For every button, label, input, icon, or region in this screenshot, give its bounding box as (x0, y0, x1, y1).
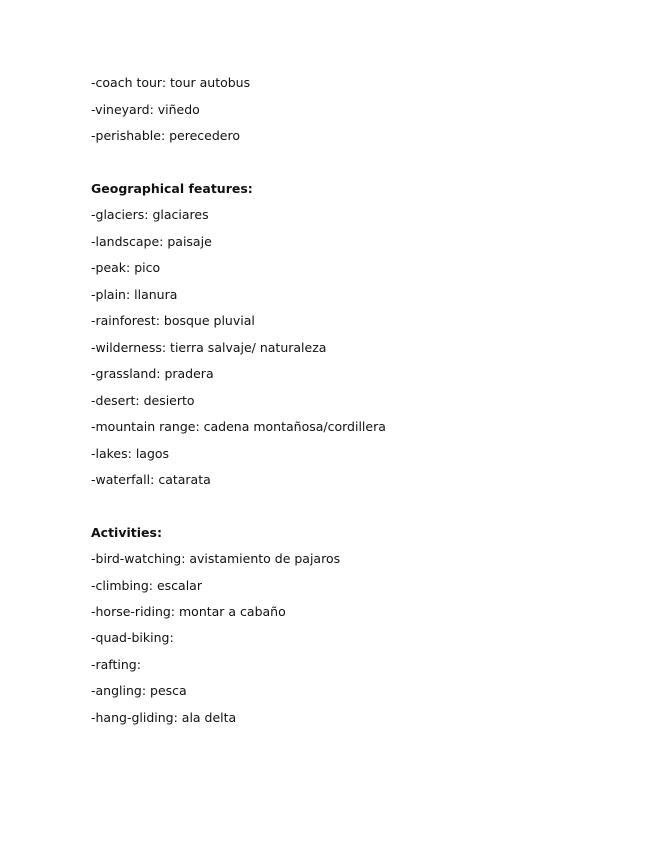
vocab-item-glaciers: -glaciers: glaciares (91, 207, 209, 222)
vocab-item-coach-tour: -coach tour: tour autobus (91, 75, 251, 90)
vocab-item-bird-watching: -bird-watching: avistamiento de pajaros (91, 551, 341, 566)
vocab-item-perishable: -perishable: perecedero (91, 128, 241, 143)
vocab-item-waterfall: -waterfall: catarata (91, 472, 211, 487)
vocab-item-quad-biking: -quad-biking: (91, 630, 174, 645)
vocab-item-landscape: -landscape: paisaje (91, 234, 212, 249)
vocab-item-mountain-range: -mountain range: cadena montañosa/cordillera (91, 419, 386, 434)
vocab-item-grassland: -grassland: pradera (91, 366, 214, 381)
vocab-item-desert: -desert: desierto (91, 393, 195, 408)
vocab-item-lakes: -lakes: lagos (91, 446, 170, 461)
vocab-item-horse-riding: -horse-riding: montar a cabaño (91, 604, 286, 619)
vocab-item-wilderness: -wilderness: tierra salvaje/ naturaleza (91, 340, 327, 355)
vocab-item-plain: -plain: llanura (91, 287, 178, 302)
vocab-item-vineyard: -vineyard: viñedo (91, 102, 200, 117)
section-heading-activities: Activities: (91, 525, 162, 540)
vocab-item-rafting: -rafting: (91, 657, 141, 672)
vocab-item-hang-gliding: -hang-gliding: ala delta (91, 710, 237, 725)
vocab-item-climbing: -climbing: escalar (91, 578, 202, 593)
vocab-item-angling: -angling: pesca (91, 683, 187, 698)
vocab-item-peak: -peak: pico (91, 260, 161, 275)
vocab-item-rainforest: -rainforest: bosque pluvial (91, 313, 255, 328)
section-heading-geographical-features: Geographical features: (91, 181, 253, 196)
